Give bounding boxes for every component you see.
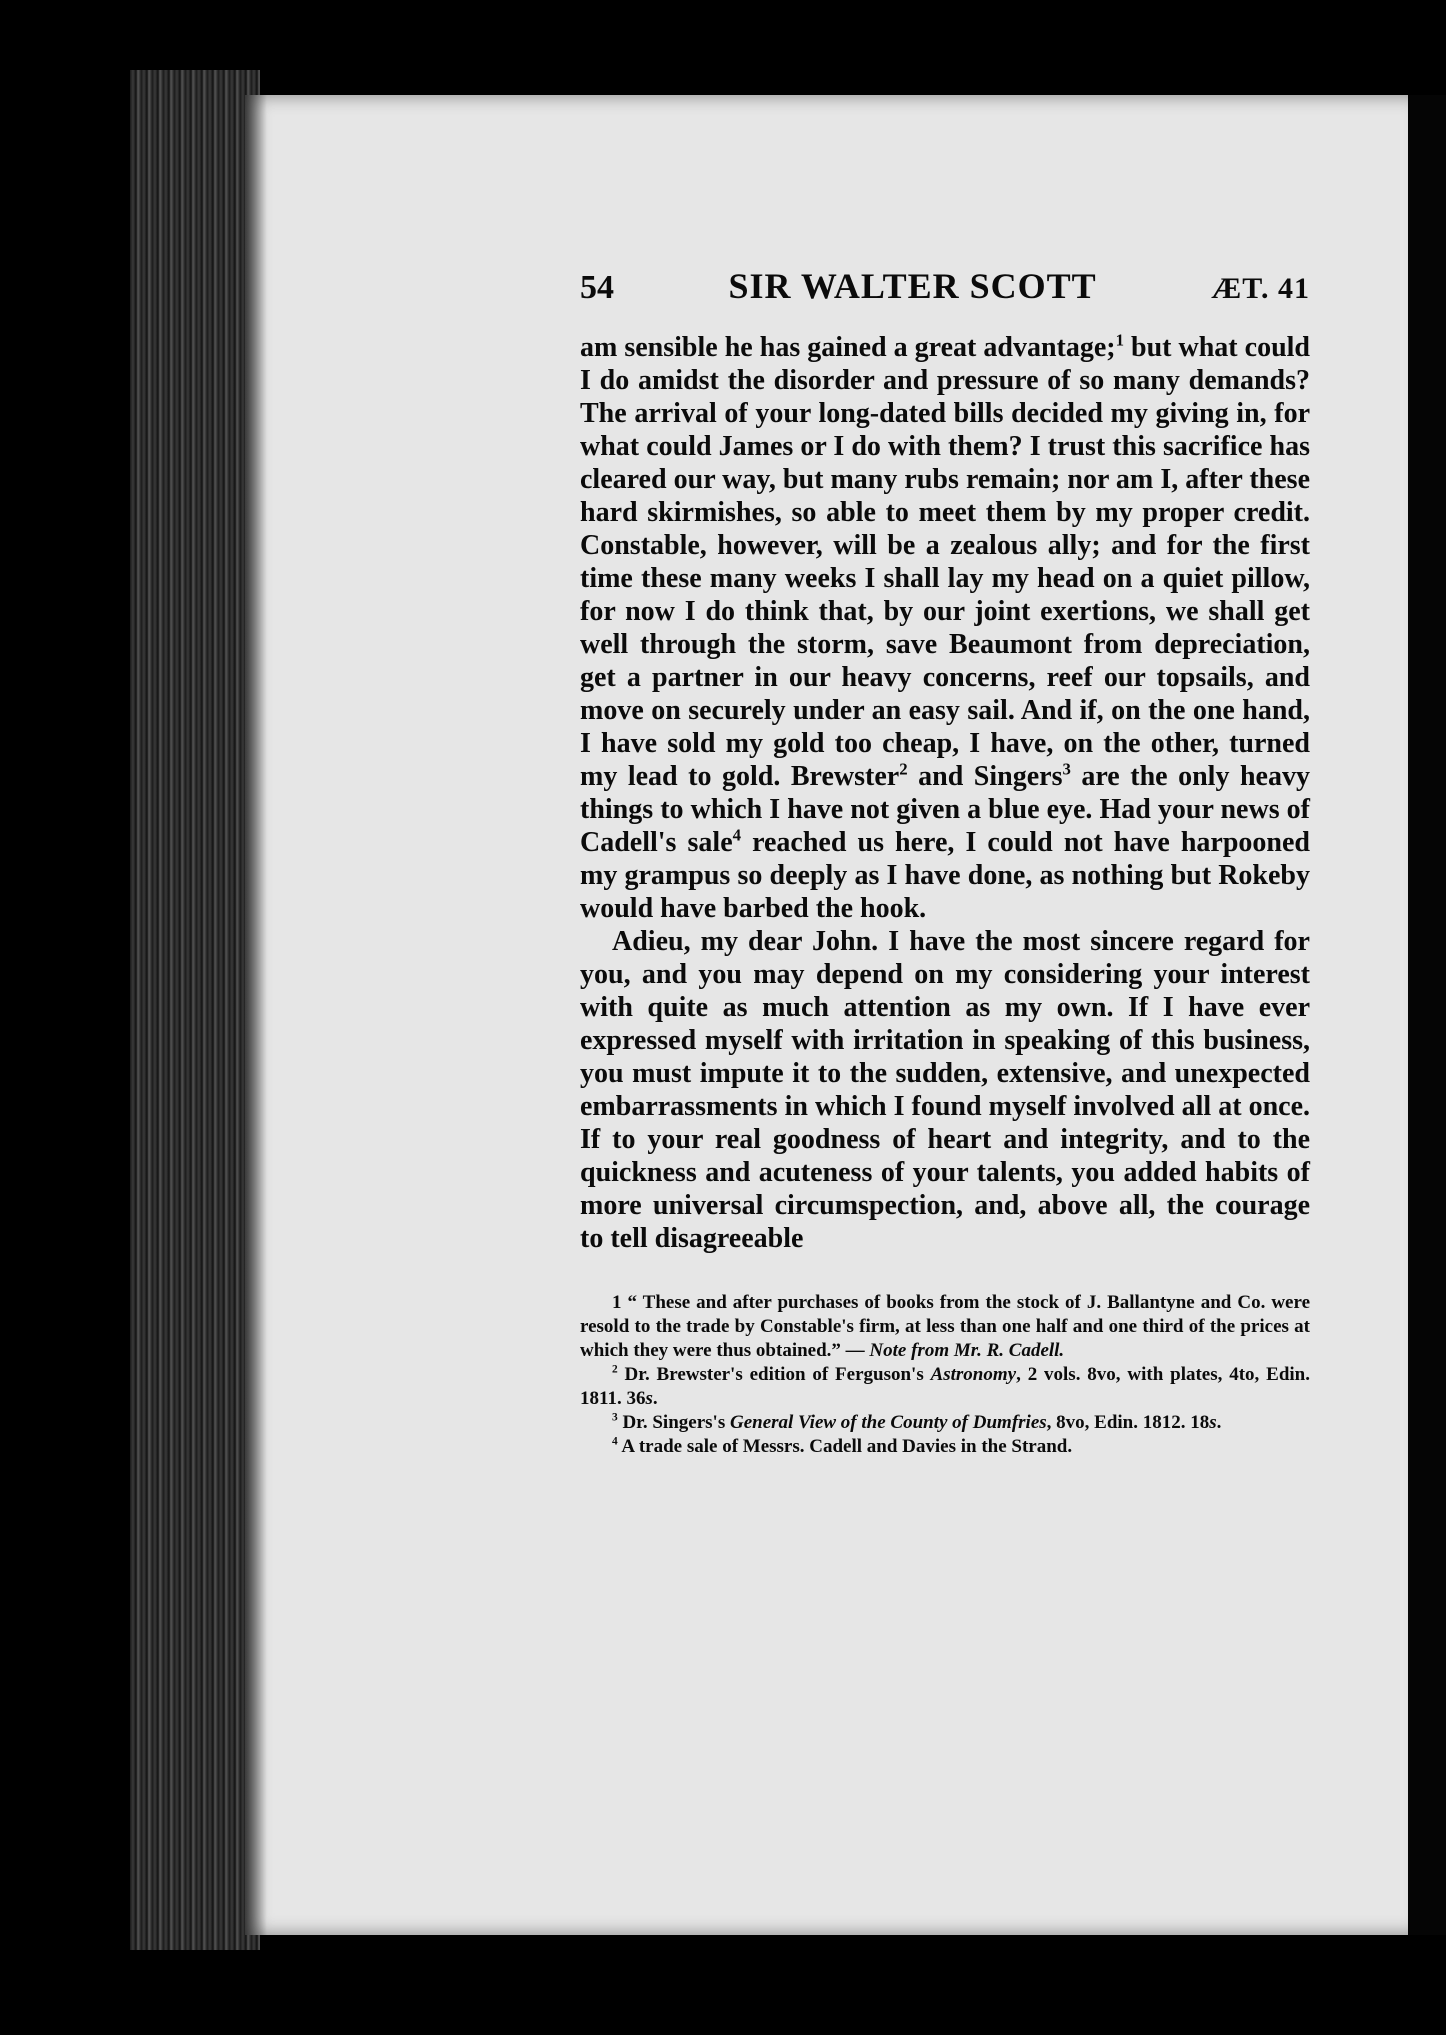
footnote	[580, 1435, 1310, 1459]
footnote-marker: 3	[1062, 759, 1071, 779]
italic-text: General View of the County of Dumfries	[729, 1412, 1047, 1433]
italic-text: Astronomy	[930, 1364, 1017, 1385]
footnote-marker: 1	[1115, 330, 1124, 350]
body-text	[580, 331, 1310, 1255]
footnote	[580, 1363, 1310, 1411]
running-head	[580, 265, 1310, 321]
text-run: “ These and after purchases of books from the stock of J. Ballantyne and Co. were resold to the trade by Constable's firm, at less than one half and one third of the prices at which they were thus obtained.” —	[580, 1292, 1310, 1361]
text-run: A trade sale of Messrs. Cadell and Davies in the Strand.	[617, 1436, 1073, 1457]
age-marker: ÆT. 41	[1211, 272, 1310, 305]
page-number: 54	[580, 269, 614, 306]
text-run: , 2 vols. 8vo, with plates, 4to, Edin. 1811. 36	[580, 1364, 1310, 1409]
footnotes	[580, 1291, 1310, 1459]
text-run: .	[1216, 1412, 1222, 1433]
running-title: SIR WALTER SCOTT	[728, 266, 1097, 306]
page-text-block	[580, 265, 1310, 1459]
text-run: Dr. Brewster's edition of Ferguson's	[617, 1364, 931, 1385]
text-run: but what could I do amidst the disorder and pressure of so many demands? The arrival of your long-dated bills decided my giving in, for what could James or I do with them? I trust this sacrifice has cleared our way, but many rubs remain; nor am I, after these hard skirmishes, so able to meet them by my proper credit. Constable, however, will be a zealous ally; and for the first time these many weeks I shall lay my head on a quiet pillow, for now I do think that, by our joint exertions, we shall get well through the storm, save Beaumont from depreciation, get a partner in our heavy concerns, reef our topsails, and move on securely under an easy sail. And if, on the one hand, I have sold my gold too cheap, I have, on the other, turned my lead to gold. Brewster	[580, 332, 1311, 792]
footnote	[580, 1291, 1310, 1363]
text-run: reached us here, I could not have harpooned my grampus so deeply as I have done, as nothing but Rokeby would have barbed the hook.	[580, 827, 1310, 924]
body-paragraph	[580, 925, 1310, 1255]
text-run: Adieu, my dear John. I have the most sincere regard for you, and you may depend on my considering your interest with quite as much attention as my own. If I have ever expressed myself with irritation in speaking of this business, you must impute it to the sudden, extensive, and unexpected embarrassments in which I found myself involved all at once. If to your real goodness of heart and integrity, and to the quickness and acuteness of your talents, you added habits of more universal circumspection, and, above all, the courage to tell disagreeable	[580, 926, 1310, 1254]
right-border	[1408, 95, 1446, 1935]
text-run: am sensible he has gained a great advantage;	[580, 332, 1116, 363]
footnote-marker: 2	[612, 1363, 618, 1376]
text-run: are the only heavy things to which I have not given a blue eye. Had your news of Cadell's sale	[580, 761, 1310, 858]
spine-shadow	[245, 95, 267, 1935]
book-page-edges	[130, 70, 260, 1950]
italic-text: s	[645, 1388, 653, 1409]
footnote	[580, 1411, 1310, 1435]
text-run: Dr. Singers's	[617, 1412, 730, 1433]
text-run: , 8vo, Edin. 1812. 18	[1046, 1412, 1210, 1433]
footnote-marker: 3	[612, 1411, 618, 1424]
footnote-marker: 2	[899, 759, 908, 779]
text-run: .	[652, 1388, 658, 1409]
footnote-marker: 4	[732, 825, 742, 845]
text-run: 1	[612, 1292, 628, 1313]
text-run: and Singers	[907, 761, 1063, 792]
footnote-marker: 4	[612, 1435, 618, 1448]
italic-text: Note from Mr. R. Cadell.	[869, 1340, 1065, 1361]
italic-text: s	[1209, 1412, 1217, 1433]
body-paragraph	[580, 331, 1310, 925]
